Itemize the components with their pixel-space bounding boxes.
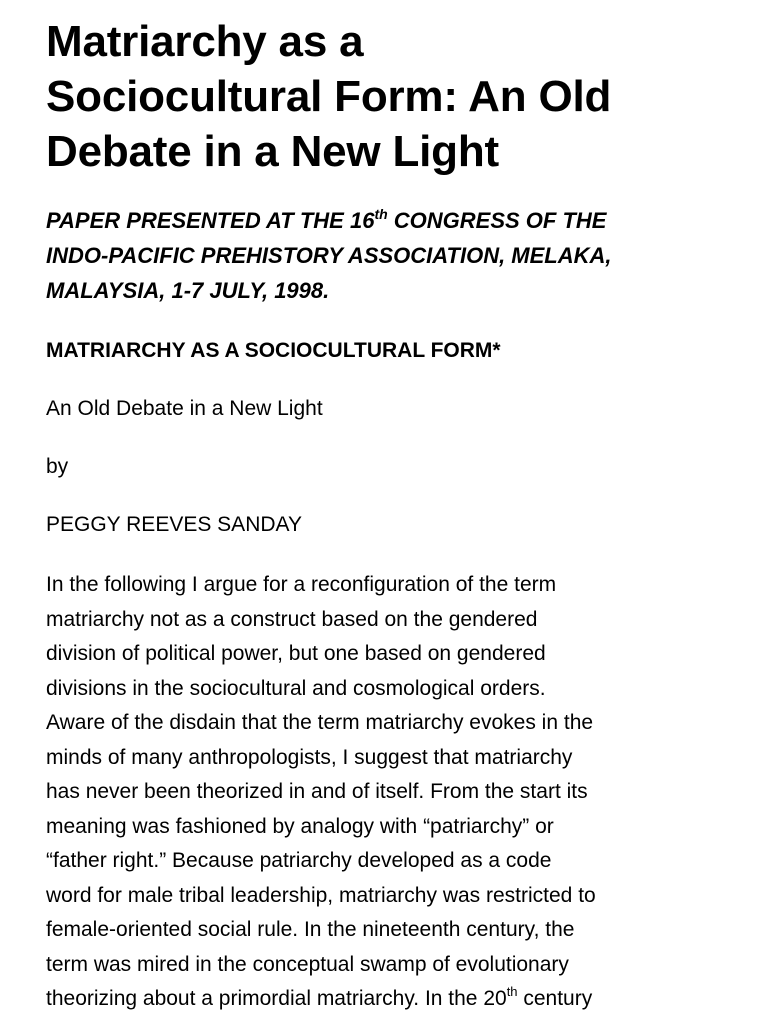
- body-line: division of political power, but one based on gendered: [46, 642, 546, 665]
- document-title: [46, 14, 722, 179]
- subheading: An Old Debate in a New Light: [46, 397, 323, 420]
- subtitle-line: [46, 203, 722, 238]
- section-heading: MATRIARCHY AS A SOCIOCULTURAL FORM*: [46, 339, 501, 362]
- body-line: term was mired in the conceptual swamp of evolutionary: [46, 952, 569, 976]
- subtitle-text: CONGRESS OF THE: [387, 208, 607, 233]
- body-line: matriarchy not as a construct based on the gendered: [46, 607, 538, 631]
- subtitle-text: PAPER PRESENTED AT THE 16: [46, 208, 375, 233]
- subtitle-line: INDO-PACIFIC PREHISTORY ASSOCIATION, MELAKA,: [46, 243, 612, 268]
- title-line: Sociocultural Form: An Old: [46, 72, 612, 121]
- body-line: In the following I argue for a reconfiguration of the term: [46, 573, 557, 596]
- body-line: Aware of the disdain that the term matriarchy evokes in the: [46, 711, 594, 734]
- body-line: meaning was fashioned by analogy with “patriarchy” or: [46, 814, 554, 838]
- title-line: Debate in a New Light: [46, 127, 499, 176]
- byline: by: [46, 455, 69, 478]
- body-text-segment: theorizing about a primordial matriarchy. In the 20: [46, 987, 507, 1010]
- body-line: [46, 982, 722, 1017]
- body-line: has never been theorized in and of itself. From the start its: [46, 780, 588, 803]
- title-line: Matriarchy as a: [46, 17, 364, 66]
- body-line: word for male tribal leadership, matriarchy was restricted to: [46, 883, 596, 907]
- body-line: “father right.” Because patriarchy developed as a code: [46, 849, 552, 872]
- ordinal-suffix: th: [506, 984, 518, 999]
- subtitle-line: MALAYSIA, 1-7 JULY, 1998.: [46, 278, 330, 303]
- body-line: female-oriented social rule. In the nineteenth century, the: [46, 918, 575, 941]
- author-name: PEGGY REEVES SANDAY: [46, 513, 302, 536]
- body-line: minds of many anthropologists, I suggest that matriarchy: [46, 745, 573, 769]
- body-paragraph: [46, 568, 722, 1017]
- body-text-segment: century: [517, 987, 593, 1010]
- ordinal-suffix: th: [374, 206, 388, 222]
- body-line: divisions in the sociocultural and cosmological orders.: [46, 676, 546, 700]
- conference-subtitle: [46, 203, 722, 308]
